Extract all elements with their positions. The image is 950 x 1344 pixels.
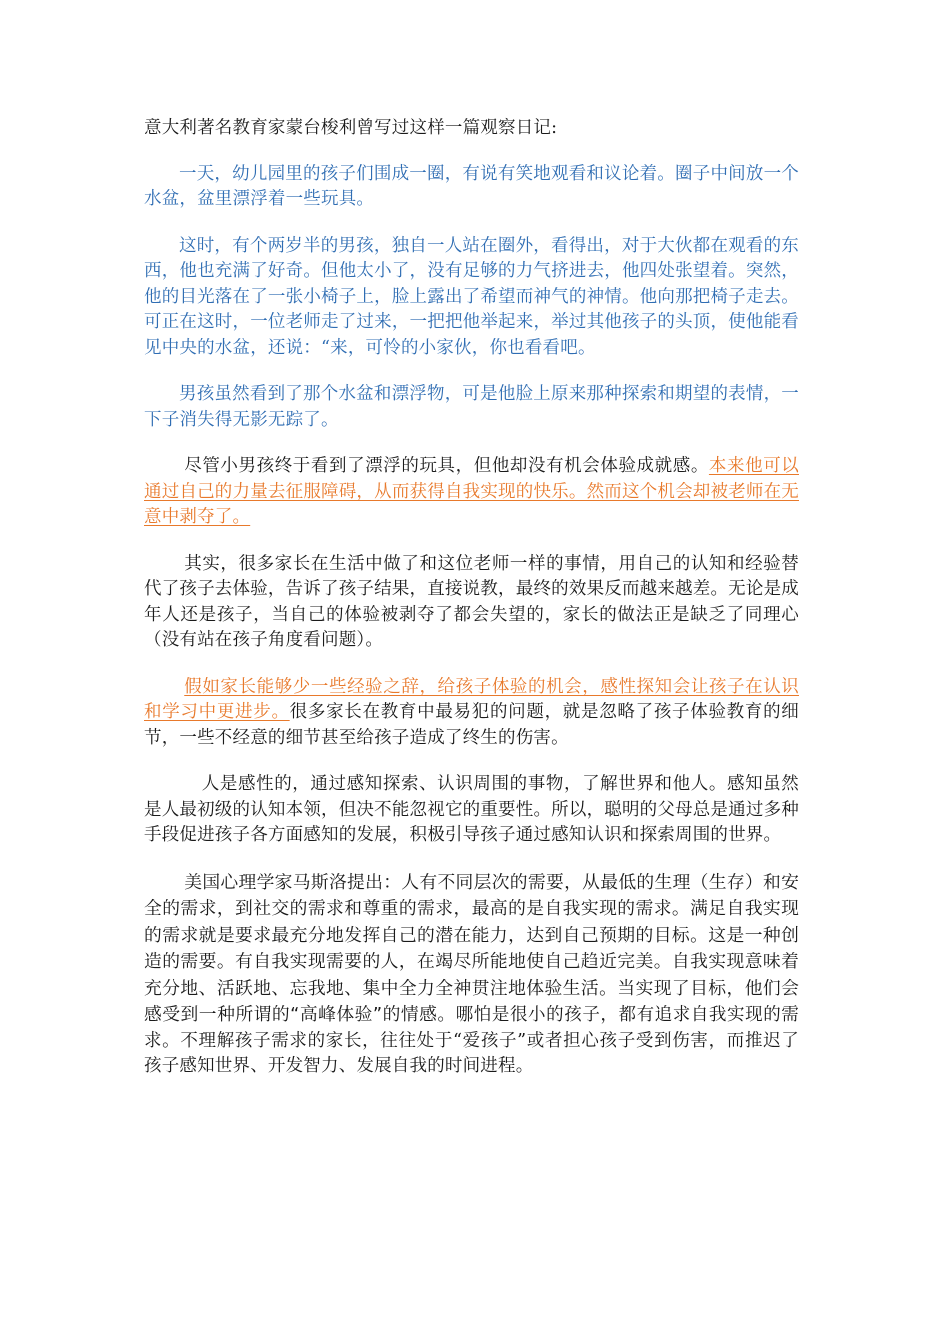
intro-line: 意大利著名教育家蒙台梭利曾写过这样一篇观察日记:: [144, 118, 558, 138]
document-body: [144, 116, 799, 1101]
parents-paragraph: 其实，很多家长在生活中做了和这位老师一样的事情，用自己的认知和经验替代了孩子去体验，告诉了孩子结果，直接说教，最终的效果反而越来越差。无论是成年人还是孩子，当自己的体验被剥夺了都会失望的，家长的做法正是缺乏了同理心（没有站在孩子角度看问题）。: [144, 553, 799, 650]
perception-paragraph: 人是感性的，通过感知探索、认识周围的事物，了解世界和他人。感知虽然是人最初级的认知本领，但决不能忽视它的重要性。所以，聪明的父母总是通过多种手段促进孩子各方面感知的发展，积极引导孩子通过感知认识和探索周围的世界。: [144, 774, 799, 845]
diary-paragraph-1: 一天，幼儿园里的孩子们围成一圈，有说有笑地观看和议论着。圈子中间放一个水盆，盆里漂浮着一些玩具。: [144, 163, 799, 209]
reflection-text: 尽管小男孩终于看到了漂浮的玩具，但他却没有机会体验成就感。: [184, 456, 709, 476]
advice-text: 很多家长在教育中最易犯的问题，就是忽略了孩子体验教育的细节，一些不经意的细节甚至给孩子造成了终生的伤害。: [144, 702, 799, 748]
maslow-text: 美国心理学家马斯洛提出：人有不同层次的需要，从最低的生理（生存）和安全的需求，到社交的需求和尊重的需求，最高的是自我实现的需求。满足自我实现的需求就是要求最充分地发挥自己的潜在能力，达到自己预期的目标。这是一种创造的需要。有自我实现需要的人，在竭尽所能地使自己趋近完美。自我实现意味着充分地、活跃地、忘我地、集中全力全神贯注地体验生活。当实现了目标，他们会感受到一种所谓的“高峰体验”的情感。: [144, 871, 799, 1025]
reflection-highlight: 本来他可以通过自己的力量去征服障碍，从而获得自我实现的快乐。然而这个机会却被老师在无意中剥夺了。: [144, 456, 799, 527]
maslow-conclusion: 哪怕是很小的孩子，都有追求自我实现的需求。不理解孩子需求的家长，往往处于“爱孩子”或者担心孩子受到伤害，而推迟了孩子感知世界、开发智力、发展自我的时间进程。: [144, 1005, 799, 1076]
advice-paragraph: [144, 675, 799, 752]
diary-paragraph-3: 男孩虽然看到了那个水盆和漂浮物，可是他脸上原来那种探索和期望的表情，一下子消失得无影无踪了。: [144, 384, 799, 430]
diary-paragraph-2: 这时，有个两岁半的男孩，独自一人站在圈外，看得出，对于大伙都在观看的东西，他也充满了好奇。但他太小了，没有足够的力气挤进去，他四处张望着。突然，他的目光落在了一张小椅子上，脸上露出了希望而神气的神情。他向那把椅子走去。可正在这时，一位老师走了过来，一把把他举起来，举过其他孩子的头顶，使他能看见中央的水盆，还说：“来，可怜的小家伙，你也看看吧。: [144, 235, 799, 358]
maslow-paragraph: [144, 870, 799, 1080]
reflection-paragraph: [144, 454, 799, 531]
advice-highlight: 假如家长能够少一些经验之辞，给孩子体验的机会，感性探知会让孩子在认识和学习中更进步。: [144, 676, 799, 722]
